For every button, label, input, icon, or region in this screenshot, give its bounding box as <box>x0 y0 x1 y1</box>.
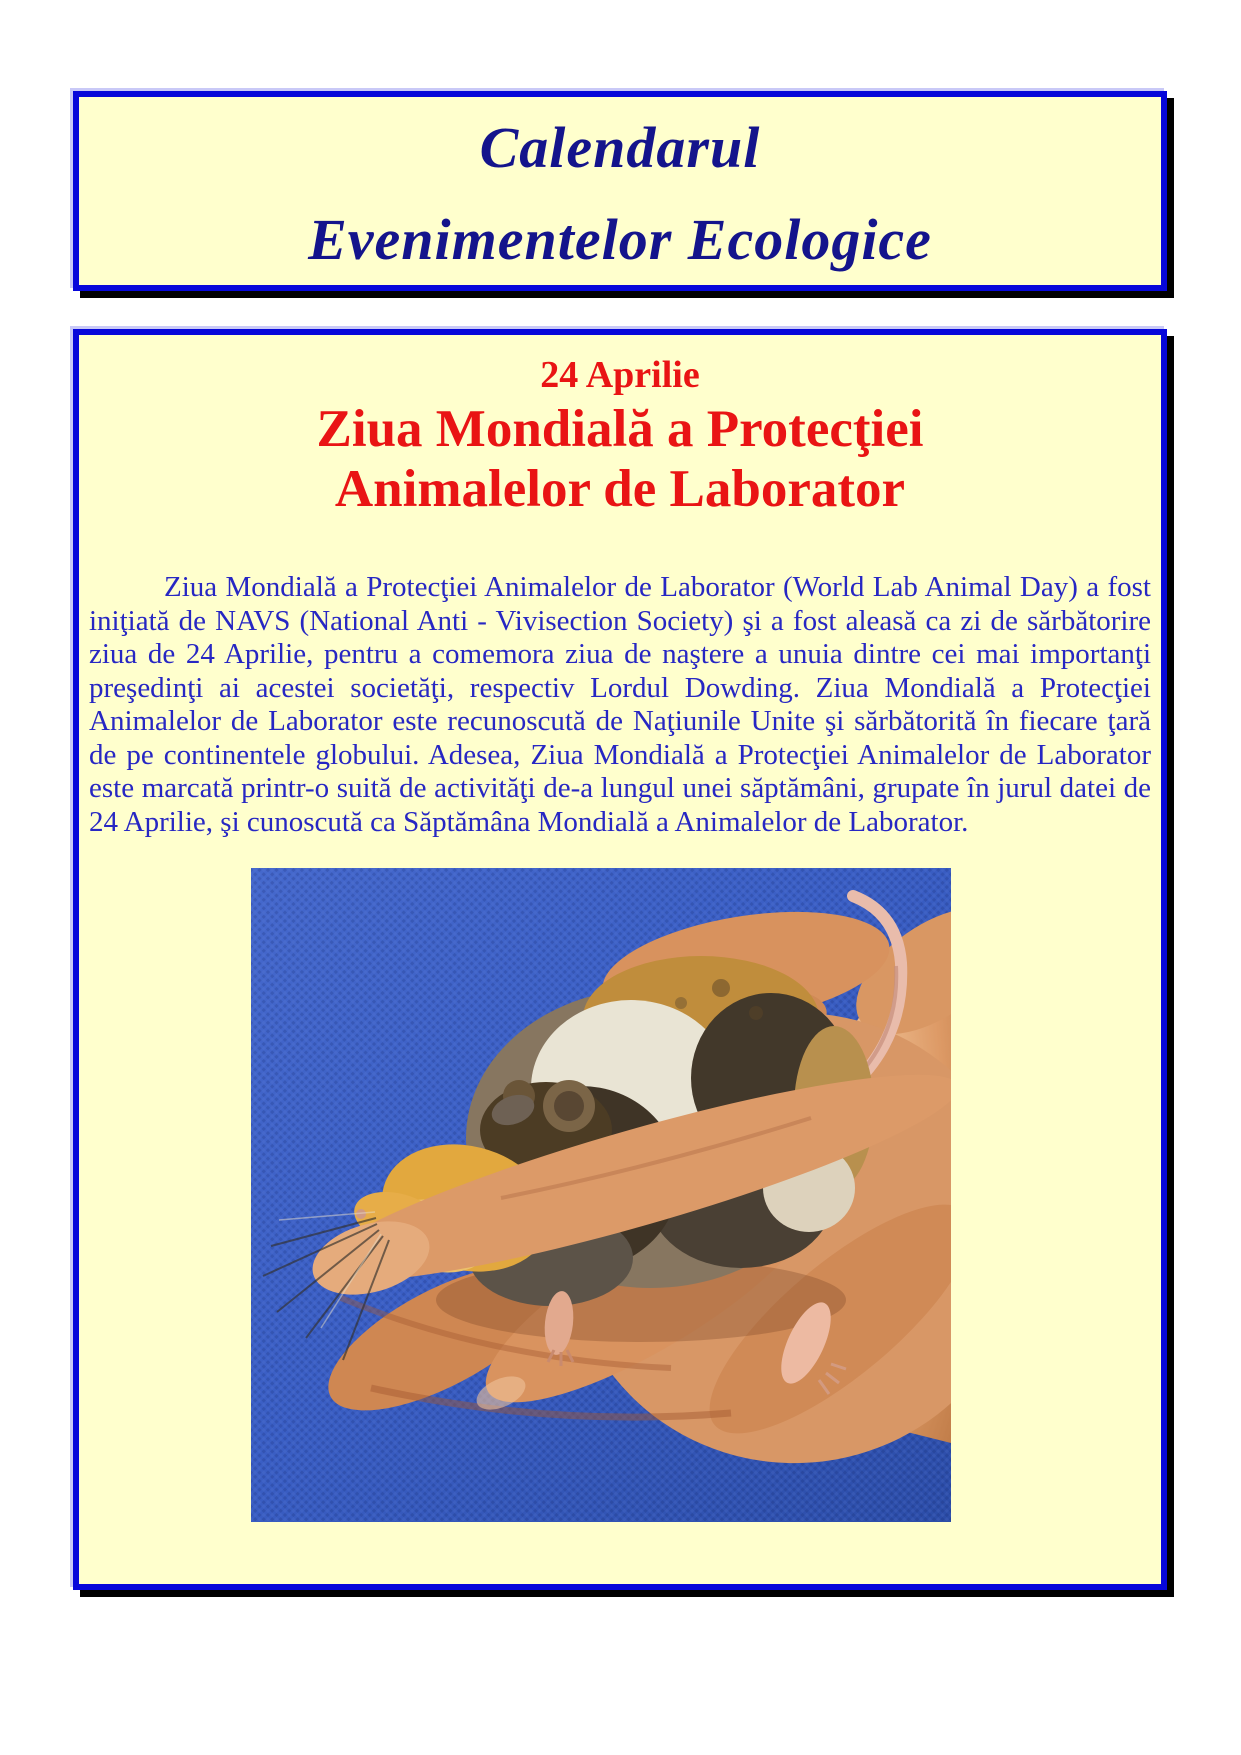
event-title-line1: Ziua Mondială a Protecţiei <box>316 400 924 458</box>
lab-mouse-in-hand-photo <box>251 868 951 1522</box>
lab-mouse-photo-svg <box>251 868 951 1522</box>
event-title-line2: Animalelor de Laborator <box>334 460 906 518</box>
event-box <box>73 329 1167 1590</box>
event-date: 24 Aprilie <box>540 354 700 396</box>
header-title-line1: Calendarul <box>479 114 761 180</box>
header-box <box>73 91 1167 291</box>
event-paragraph: Ziua Mondială a Protecţiei Animalelor de Laborator (World Lab Animal Day) a fost iniţiată de NAVS (National Anti - Vivisection Society) şi a fost aleasă ca zi de sărbătorire ziua de 24 Aprilie, pentru a comemora ziua de naştere a unuia dintre cei mai importanţi preşedinţi ai acestei societăţi, respectiv Lordul Dowding. Ziua Mondială a Protecţiei Animalelor de Laborator este recunoscută de Naţiunile Unite şi sărbătorită în fiecare ţară de pe continentele globului. Adesea, Ziua Mondială a Protecţiei Animalelor de Laborator este marcată printr-o suită de activităţi de-a lungul unei săptămâni, grupate în jurul datei de 24 Aprilie, şi cunoscută ca Săptămâna Mondială a Animalelor de Laborator. <box>89 571 1151 838</box>
header-title-line2: Evenimentelor Ecologice <box>308 206 932 272</box>
